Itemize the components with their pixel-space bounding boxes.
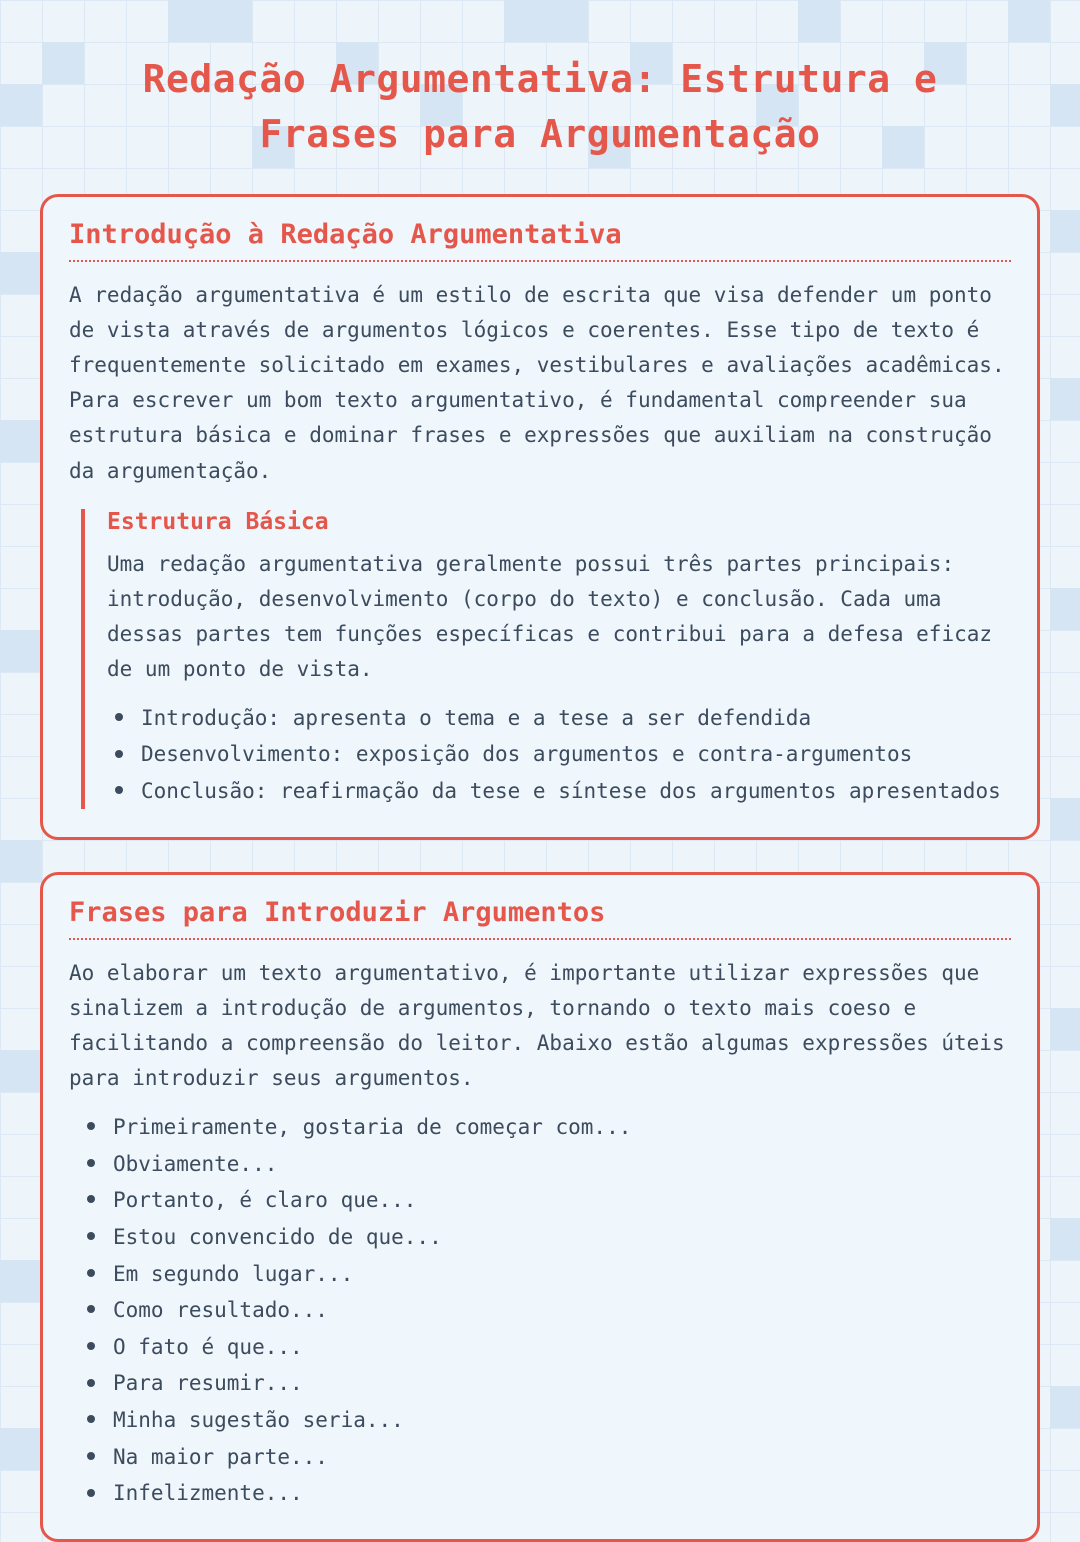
list-item: Infelizmente... [79, 1476, 1011, 1511]
page-title: Redação Argumentativa: Estrutura e Frases para Argumentação [142, 57, 938, 157]
section-heading-introducao: Introdução à Redação Argumentativa [69, 219, 1011, 262]
list-item: Desenvolvimento: exposição dos argumentos e contra-argumentos [107, 737, 1011, 772]
subsection-heading: Estrutura Básica [107, 508, 329, 535]
subsection-estrutura-basica [81, 509, 1011, 809]
section-frases-paragraph: Ao elaborar um texto argumentativo, é importante utilizar expressões que sinalizem a introdução de argumentos, tornando o texto mais coeso e facilitando a compreensão do leitor. Abaixo estão algumas expressões úteis para introduzir seus argumentos. [69, 960, 1005, 1090]
subsection-paragraph: Uma redação argumentativa geralmente possui três partes principais: introdução, desenvolvimento (corpo do texto) e conclusão. Cada uma dessas partes tem funções específicas e contribui para a defesa eficaz de um ponto de vista. [107, 551, 993, 681]
list-item: Conclusão: reafirmação da tese e síntese dos argumentos apresentados [107, 774, 1011, 809]
list-item: Primeiramente, gostaria de começar com... [79, 1110, 1011, 1145]
list-item: Introdução: apresenta o tema e a tese a ser defendida [107, 701, 1011, 736]
section-card-frases [40, 872, 1040, 1542]
structure-bullet-list [107, 701, 1011, 809]
list-item: Minha sugestão seria... [79, 1403, 1011, 1438]
list-item: Estou convencido de que... [79, 1220, 1011, 1255]
list-item: Portanto, é claro que... [79, 1183, 1011, 1218]
list-item: Como resultado... [79, 1293, 1011, 1328]
section-heading-frases: Frases para Introduzir Argumentos [69, 897, 1011, 940]
section-card-introducao [40, 194, 1040, 840]
list-item: Em segundo lugar... [79, 1257, 1011, 1292]
phrases-bullet-list [69, 1110, 1011, 1511]
list-item: O fato é que... [79, 1330, 1011, 1365]
list-item: Na maior parte... [79, 1440, 1011, 1475]
section-intro-paragraph: A redação argumentativa é um estilo de escrita que visa defender um ponto de vista através de argumentos lógicos e coerentes. Esse tipo de texto é frequentemente solicitado em exames, vestibulares e avaliações acadêmicas. Para escrever um bom texto argumentativo, é fundamental compreender sua estrutura básica e dominar frases e expressões que auxiliam na construção da argumentação. [69, 283, 1005, 483]
list-item: Para resumir... [79, 1366, 1011, 1401]
list-item: Obviamente... [79, 1147, 1011, 1182]
